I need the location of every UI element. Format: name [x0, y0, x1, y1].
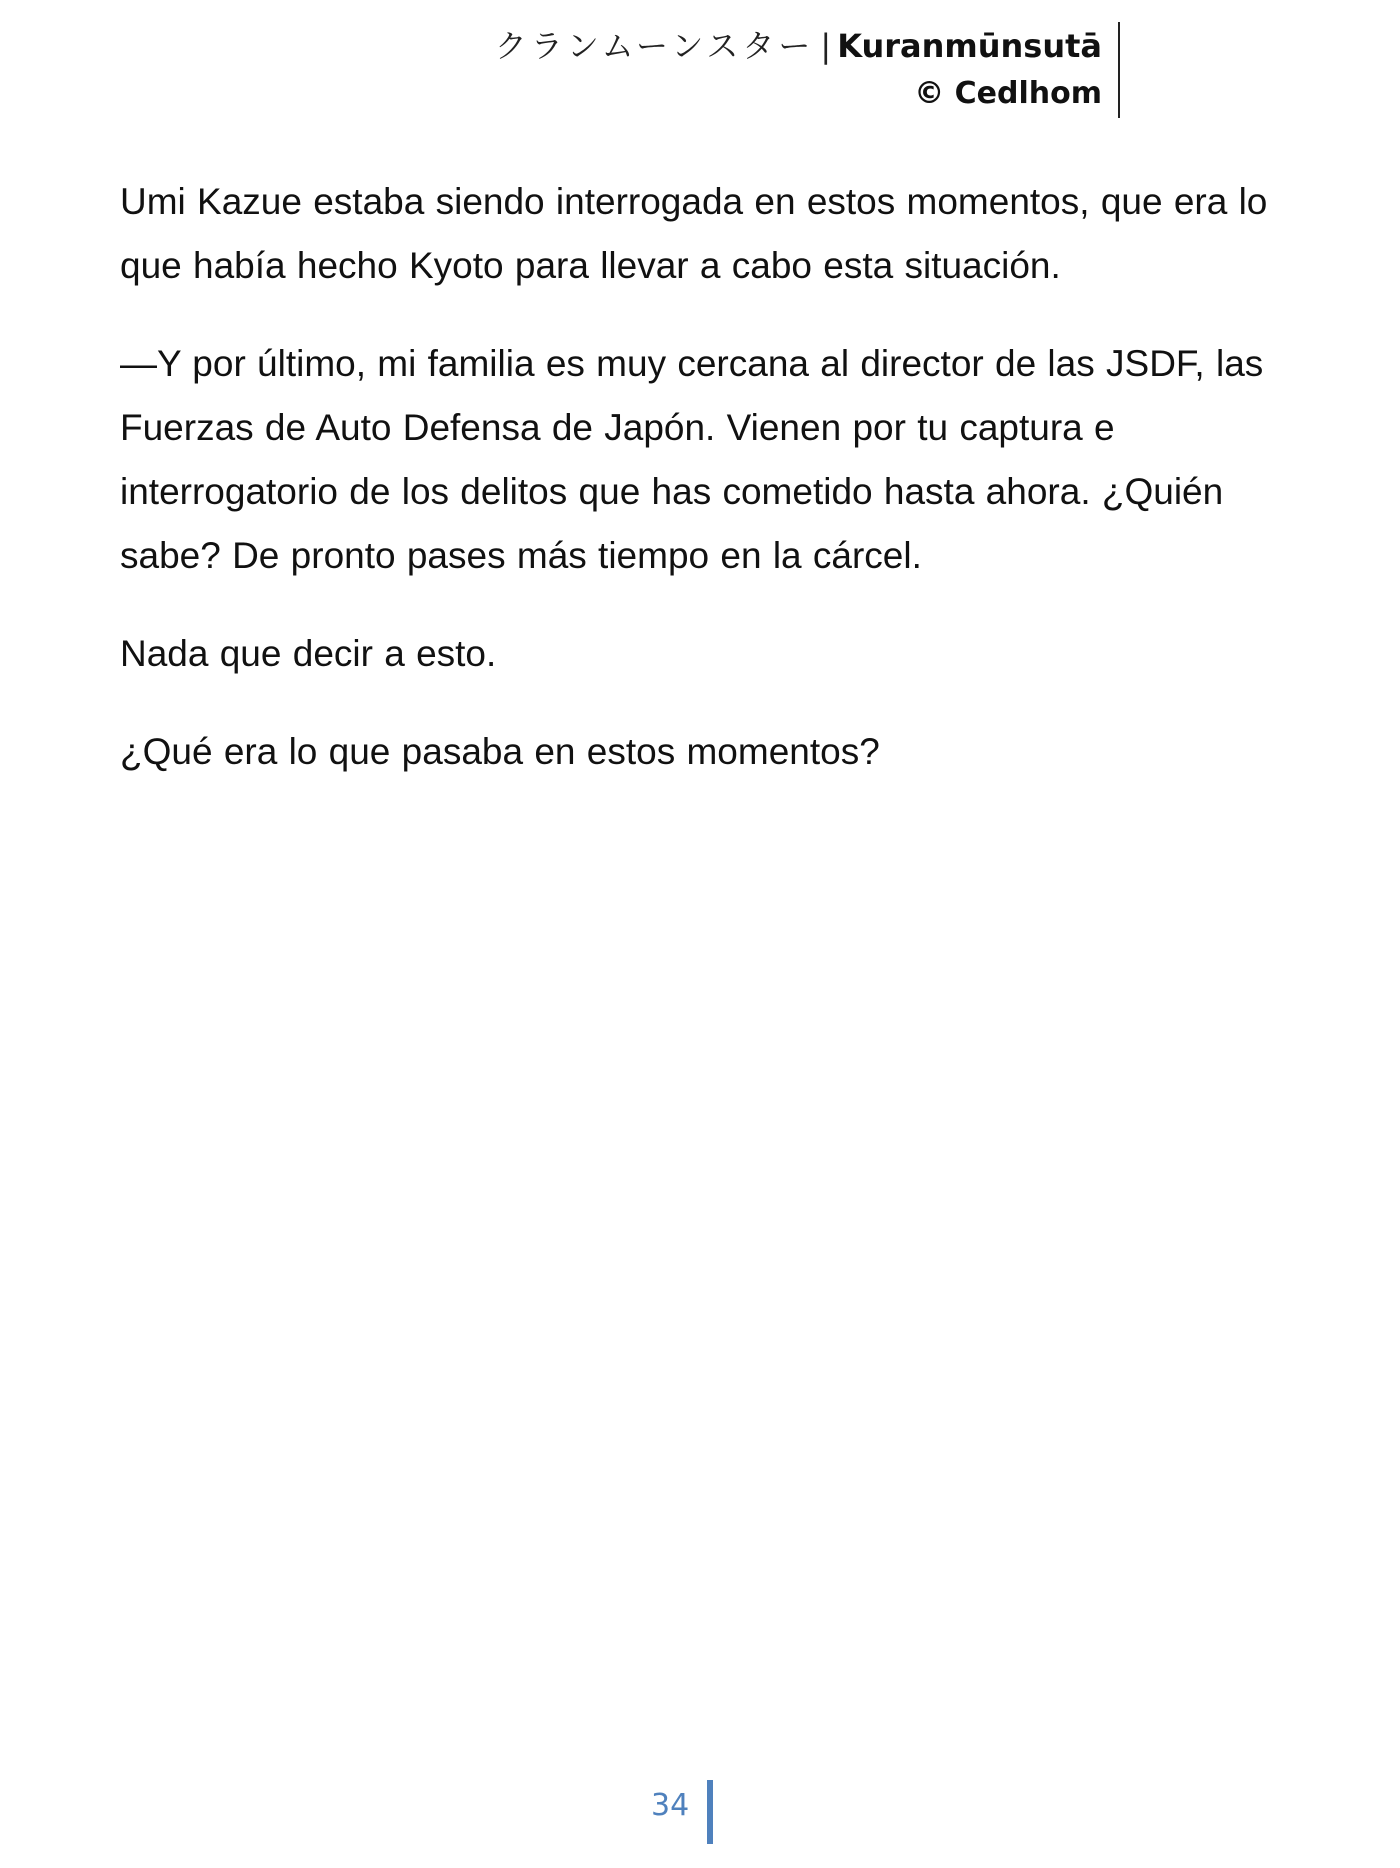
page-number: 34: [651, 1788, 690, 1823]
header-copyright: © Cedlhom: [914, 76, 1102, 111]
footer-accent-rule: [707, 1780, 713, 1844]
paragraph-4: ¿Qué era lo que pasaba en estos momentos?: [120, 731, 880, 772]
header-japanese-title: クランムーンスター: [494, 27, 815, 65]
running-header: [495, 22, 1120, 118]
header-title-line: [495, 22, 1102, 70]
paragraph-3: Nada que decir a esto.: [120, 633, 497, 674]
header-separator: |: [820, 27, 832, 65]
paragraph-1: Umi Kazue estaba siendo interrogada en estos momentos, que era lo que había hecho Kyoto para llevar a cabo esta situación.: [120, 181, 1268, 286]
header-romanized-title: Kuranmūnsutā: [837, 27, 1102, 65]
page-body: [120, 170, 1300, 818]
paragraph-2: —Y por último, mi familia es muy cercana al director de las JSDF, las Fuerzas de Auto Defensa de Japón. Vienen por tu captura e interrogatorio de los delitos que has cometido hasta ahora. ¿Quién sabe? De pronto pases más tiempo en la cárcel.: [120, 343, 1264, 576]
page-footer: [0, 1780, 1400, 1850]
